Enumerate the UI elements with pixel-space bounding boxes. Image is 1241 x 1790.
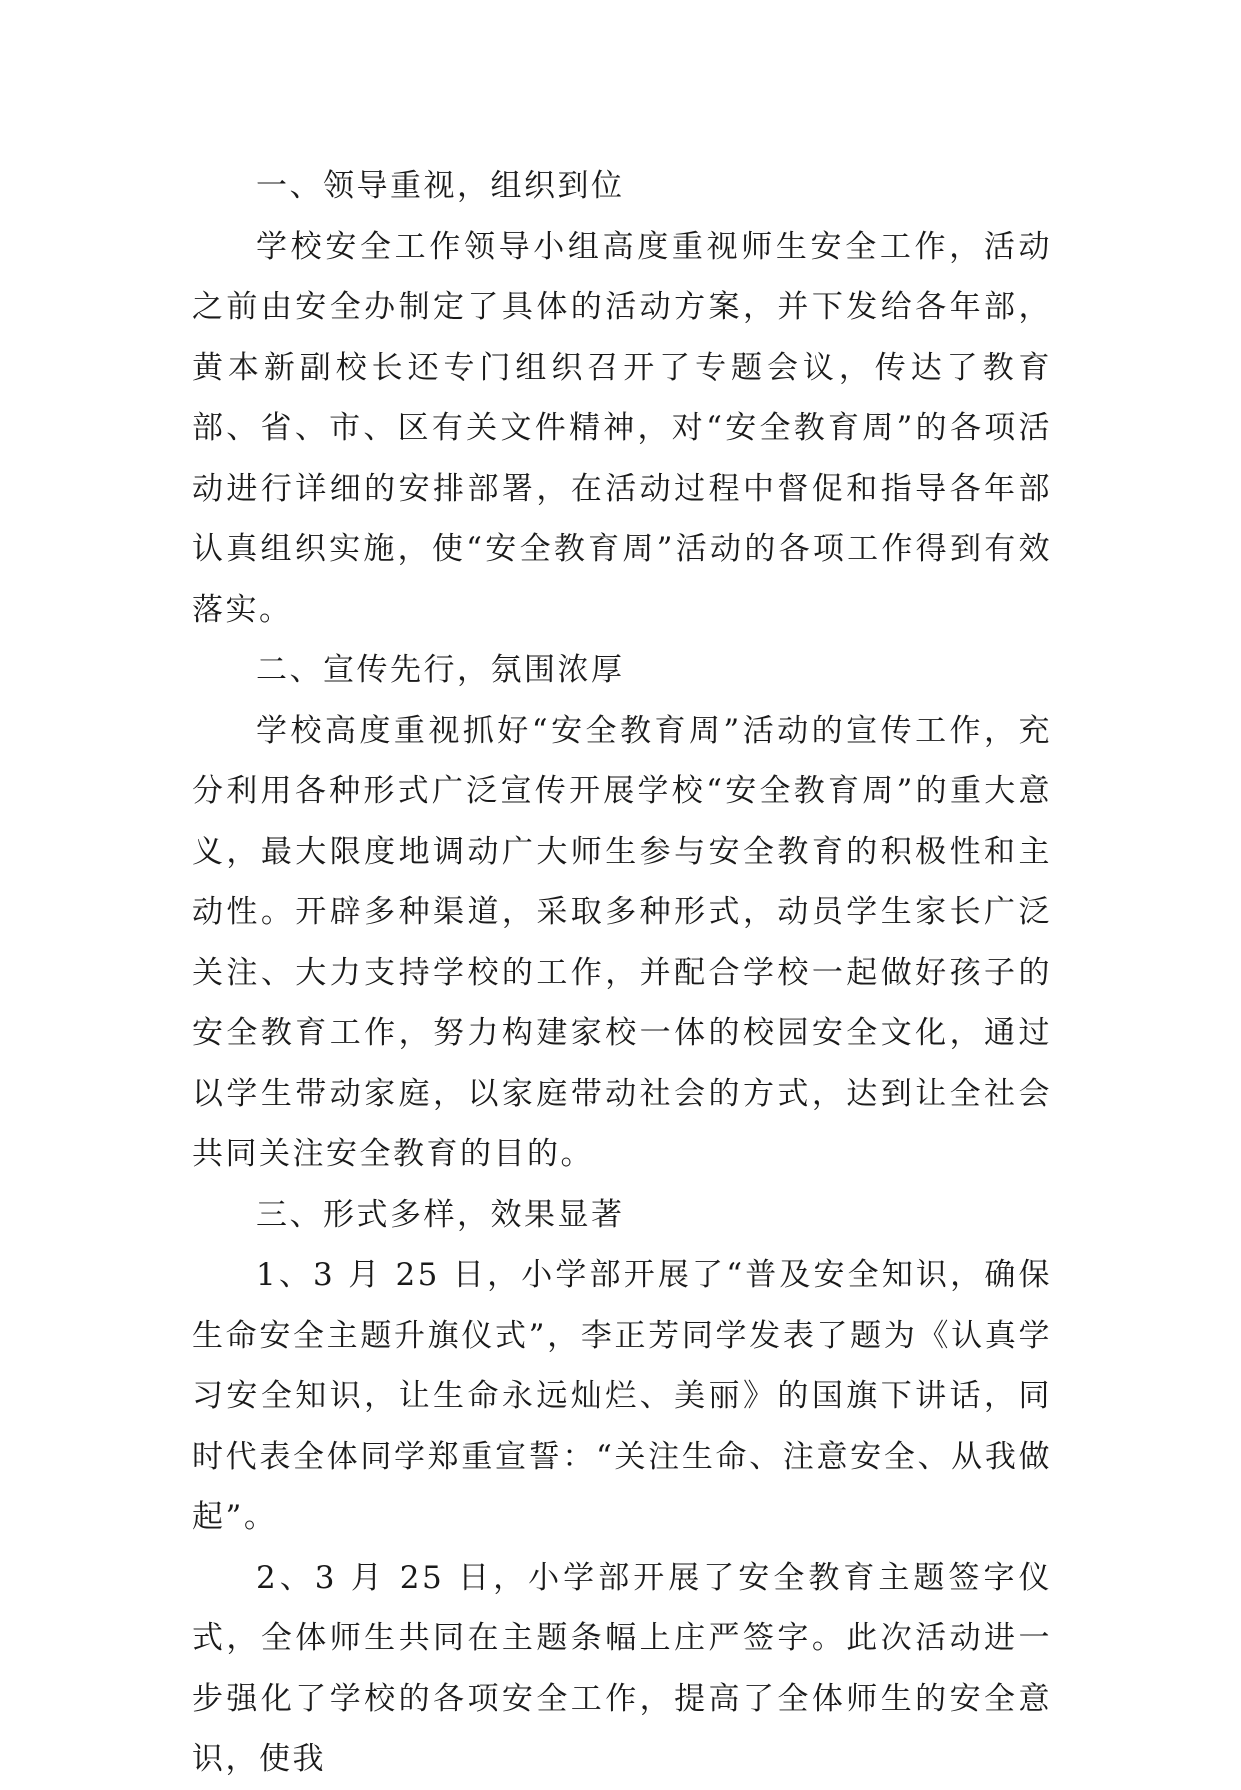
section-heading-3: 三、形式多样，效果显著: [256, 1196, 625, 1233]
paragraph-item-2: 2、3 月 25 日，小学部开展了安全教育主题签字仪式，全体师生共同在主题条幅上庄严签字。此次活动进一步强化了学校的各项安全工作，提高了全体师生的安全意识，使我: [192, 1559, 1052, 1777]
paragraph-leadership: 学校安全工作领导小组高度重视师生安全工作，活动之前由安全办制定了具体的活动方案，并下发给各年部，黄本新副校长还专门组织召开了专题会议，传达了教育部、省、市、区有关文件精神，对“安全教育周”的各项活动进行详细的安排部署，在活动过程中督促和指导各年部认真组织实施，使“安全教育周”活动的各项工作得到有效落实。: [192, 228, 1052, 628]
document-page: [192, 156, 1052, 1790]
section-heading-2: 二、宣传先行，氛围浓厚: [256, 652, 625, 688]
paragraph-item-1: 1、3 月 25 日，小学部开展了“普及安全知识，确保生命安全主题升旗仪式”，李正芳同学发表了题为《认真学习安全知识，让生命永远灿烂、美丽》的国旗下讲话，同时代表全体同学郑重宣誓：“关注生命、注意安全、从我做起”。: [192, 1257, 1052, 1535]
paragraph-publicity: 学校高度重视抓好“安全教育周”活动的宣传工作，充分利用各种形式广泛宣传开展学校“安全教育周”的重大意义，最大限度地调动广大师生参与安全教育的积极性和主动性。开辟多种渠道，采取多种形式，动员学生家长广泛关注、大力支持学校的工作，并配合学校一起做好孩子的安全教育工作，努力构建家校一体的校园安全文化，通过以学生带动家庭，以家庭带动社会的方式，达到让全社会共同关注安全教育的目的。: [192, 712, 1052, 1172]
section-heading-1: 一、领导重视，组织到位: [256, 168, 625, 204]
